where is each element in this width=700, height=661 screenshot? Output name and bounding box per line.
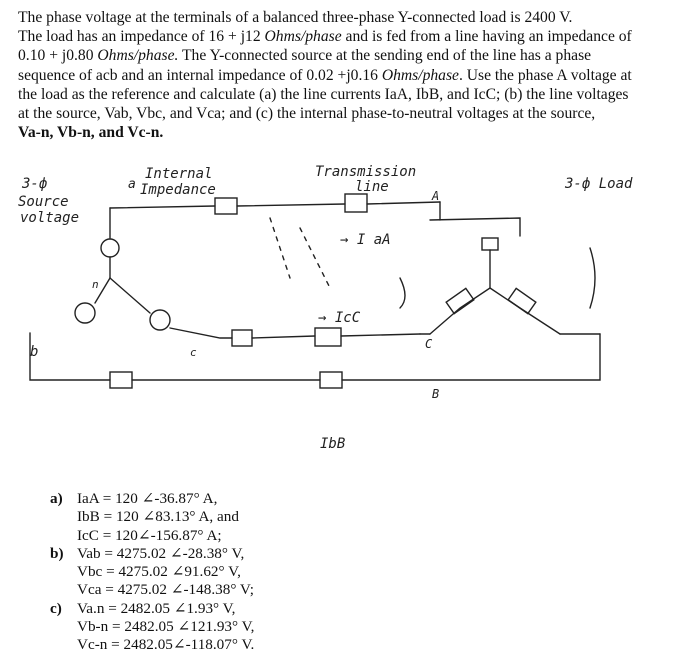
answer-c-1: c) Va.n = 2482.05 ∠1.93° V, <box>50 599 236 617</box>
load-impedance-c <box>508 288 536 313</box>
line-label-1: Transmission <box>315 164 417 180</box>
problem-line-5: the load as the reference and calculate (a) the line currents IaA, IbB, and IcC; (b) the line voltages <box>18 85 629 103</box>
line-label-2: line <box>355 179 389 195</box>
circuit-sketch <box>0 158 700 470</box>
load-impedance-a <box>482 238 498 250</box>
internal-impedance-b <box>110 372 132 388</box>
source-c <box>150 310 170 330</box>
line-impedance-a <box>345 194 367 212</box>
node-C: C <box>425 337 433 351</box>
answer-a-2: IbB = 120 ∠83.13° A, and <box>77 508 239 526</box>
node-c: c <box>190 346 197 359</box>
problem-line-1: The phase voltage at the terminals of a balanced three-phase Y-connected load is 2400 V. <box>18 9 573 26</box>
node-a: a <box>128 177 136 192</box>
node-A: A <box>432 189 440 203</box>
answer-b-1: b) Vab = 4275.02 ∠-28.38° V, <box>50 544 245 562</box>
node-n: n <box>92 278 99 291</box>
current-cC: → IcC <box>318 310 361 326</box>
problem-line-4: sequence of acb and an internal impedance of 0.02 +j0.16 Ohms/phase. Use the phase A voltage at <box>18 66 632 84</box>
answer-a-1: a) IaA = 120 ∠-36.87° A, <box>50 490 218 507</box>
internal-impedance-a <box>215 198 237 214</box>
line-impedance-c <box>315 328 341 346</box>
load-label: 3-ф Load <box>565 176 633 192</box>
current-bB: IbB <box>320 436 346 452</box>
source-label-2: Source <box>18 194 69 210</box>
node-b: b <box>30 344 39 360</box>
problem-line-3: 0.10 + j0.80 Ohms/phase. The Y-connected source at the sending end of the line has a phase <box>18 47 592 65</box>
internal-label-2: Impedance <box>140 182 216 198</box>
answers <box>50 490 254 655</box>
problem-line-6: at the source, Vab, Vbc, and Vca; and (c) the internal phase-to-neutral voltages at the source, <box>18 105 596 123</box>
answer-a-3: IcC = 120∠-156.87° A; <box>77 526 222 544</box>
line-impedance-b <box>320 372 342 388</box>
answer-c-3: Vc-n = 2482.05∠-118.07° V. <box>77 636 255 654</box>
problem-statement <box>18 8 688 142</box>
answer-c-2: Vb-n = 2482.05 ∠121.93° V, <box>77 618 255 636</box>
node-B: B <box>432 387 440 401</box>
source-a <box>101 239 119 257</box>
answer-b-2: Vbc = 4275.02 ∠91.62° V, <box>77 563 241 581</box>
problem-line-2: The load has an impedance of 16 + j12 Ohms/phase and is fed from a line having an impedance of <box>18 28 632 46</box>
source-b <box>75 303 95 323</box>
source-label-1: 3-ф <box>22 176 48 192</box>
answer-b-3: Vca = 4275.02 ∠-148.38° V; <box>77 581 254 599</box>
internal-impedance-c <box>232 330 252 346</box>
current-aA: → I aA <box>340 232 391 248</box>
source-label-3: voltage <box>20 210 80 226</box>
internal-label-1: Internal <box>145 166 213 182</box>
problem-line-7: Va-n, Vb-n, and Vc-n. <box>18 124 164 142</box>
